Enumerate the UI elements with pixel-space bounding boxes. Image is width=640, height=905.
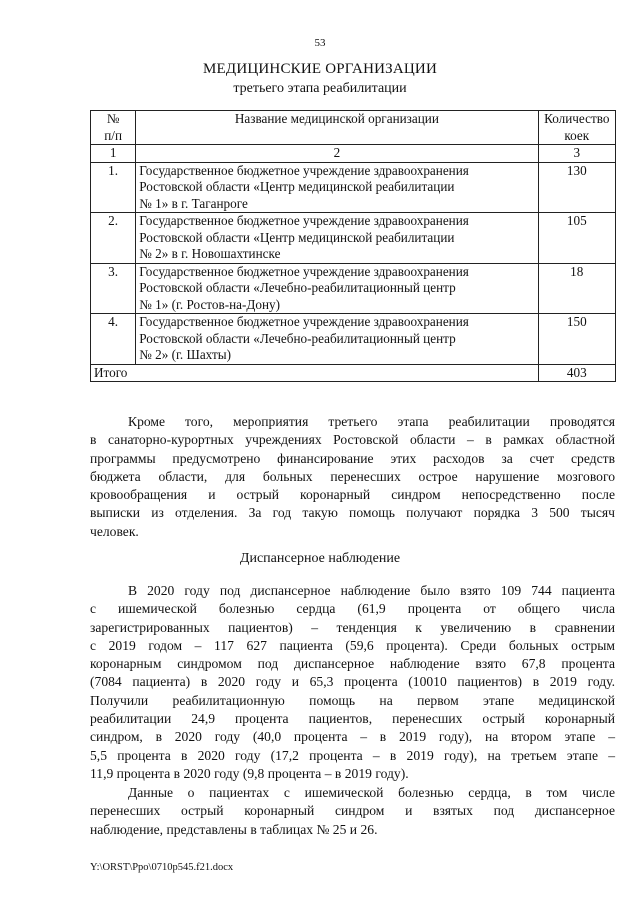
text-line: (7084 пациента) в 2020 году и 65,3 процента (10010 пациентов) в 2019 году. xyxy=(90,674,615,690)
total-value: 403 xyxy=(538,364,615,382)
row-name-line: № 2» в г. Новошахтинске xyxy=(139,246,281,261)
page-number: 53 xyxy=(314,37,326,49)
table-row xyxy=(91,314,616,365)
table-index-row xyxy=(91,145,616,163)
text-line: кровообращения и острый коронарный синдром непосредственно после xyxy=(90,487,615,503)
row-beds: 130 xyxy=(538,162,615,213)
text-line: перенесших острый коронарный синдром и взятых под диспансерное xyxy=(90,803,615,819)
header-name: Название медицинской организации xyxy=(136,111,538,145)
paragraph-dispensary xyxy=(90,582,615,783)
text-line: с ишемической болезнью сердца (61,9 процента от общего числа xyxy=(90,601,615,617)
document-title: МЕДИЦИНСКИЕ ОРГАНИЗАЦИИ xyxy=(203,61,437,77)
row-name-line: Ростовской области «Центр медицинской реабилитации xyxy=(139,179,455,194)
total-label: Итого xyxy=(91,364,539,382)
text-line: зарегистрированных пациентов) – тенденция к увеличению в сравнении xyxy=(90,619,615,635)
text-line: бюджета области, для больных перенесших острое нарушение мозгового xyxy=(90,468,615,484)
text-line: 11,9 процента в 2020 году (9,8 процента – в 2019 году). xyxy=(90,765,409,781)
section-heading: Диспансерное наблюдение xyxy=(239,551,401,566)
row-name-line: № 2» (г. Шахты) xyxy=(139,347,231,362)
header-num-line2: п/п xyxy=(104,127,123,143)
header-beds-line2: коек xyxy=(564,127,590,143)
document-subtitle: третьего этапа реабилитации xyxy=(233,81,407,96)
row-name-line: № 1» (г. Ростов-на-Дону) xyxy=(139,296,281,312)
table-row xyxy=(91,213,616,264)
row-name-line: Государственное бюджетное учреждение здравоохранения xyxy=(139,213,469,228)
text-line: человек. xyxy=(90,523,139,539)
footer-file-path: Y:\ORST\Ppo\0710p545.f21.docx xyxy=(90,862,234,873)
row-num: 1. xyxy=(91,162,136,213)
row-name-line: Государственное бюджетное учреждение здравоохранения xyxy=(139,263,469,279)
row-name-line: № 1» в г. Таганроге xyxy=(139,195,248,211)
row-beds: 150 xyxy=(538,314,615,365)
row-name xyxy=(136,263,538,314)
text-line: с 2019 годом – 117 627 пациента (59,6 процента). Среди больных острым xyxy=(90,637,615,653)
table-row xyxy=(91,263,616,314)
text-line: программы предусмотрено финансирование этих расходов за счет средств xyxy=(90,450,615,466)
text-line: Кроме того, мероприятия третьего этапа реабилитации проводятся xyxy=(128,414,615,429)
header-beds xyxy=(538,111,615,145)
row-name-line: Ростовской области «Лечебно-реабилитационный центр xyxy=(139,280,456,295)
row-name xyxy=(136,162,538,213)
row-num: 3. xyxy=(91,263,136,314)
text-line: наблюдение, представлены в таблицах № 25 и 26. xyxy=(90,821,378,837)
row-name-line: Государственное бюджетное учреждение здравоохранения xyxy=(139,162,469,178)
row-name-line: Ростовской области «Центр медицинской реабилитации xyxy=(139,229,455,245)
text-line: синдром, в 2020 году (40,0 процента – в 2019 году), на втором этапе – xyxy=(90,729,615,745)
row-num: 4. xyxy=(91,314,136,365)
row-name xyxy=(136,314,538,365)
text-line: выписки из отделения. За год такую помощь получают порядка 3 500 тысяч xyxy=(90,505,615,521)
table-header-row xyxy=(91,111,616,145)
paragraph-tables-reference xyxy=(90,784,615,839)
header-num xyxy=(91,111,136,145)
row-beds: 105 xyxy=(538,213,615,264)
table-total-row xyxy=(91,364,616,382)
index-num: 1 xyxy=(91,145,136,163)
table-row xyxy=(91,162,616,213)
row-num: 2. xyxy=(91,213,136,264)
header-beds-line1: Количество xyxy=(544,111,610,126)
text-line: 5,5 процента в 2020 году (17,2 процента – в 2019 году), на третьем этапе – xyxy=(90,747,615,763)
text-line: в санаторно-курортных учреждениях Ростовской области – в рамках областной xyxy=(90,432,615,448)
text-line: Данные о пациентах с ишемической болезнью сердца, в том числе xyxy=(128,785,615,800)
row-beds: 18 xyxy=(538,263,615,314)
row-name xyxy=(136,213,538,264)
organizations-table xyxy=(90,110,616,382)
text-line: коронарным синдромом под диспансерное наблюдение взято 67,8 процента xyxy=(90,656,615,672)
paragraph-rehab-sanatorium xyxy=(90,413,615,541)
index-beds: 3 xyxy=(538,145,615,163)
text-line: реабилитации 24,9 процента пациентов, перенесших острый коронарный xyxy=(90,711,615,727)
text-line: Получили реабилитационную помощь на первом этапе медицинской xyxy=(90,692,615,708)
text-line: В 2020 году под диспансерное наблюдение было взято 109 744 пациента xyxy=(128,583,615,598)
row-name-line: Государственное бюджетное учреждение здравоохранения xyxy=(139,314,469,329)
header-num-line1: № xyxy=(106,111,120,126)
index-name: 2 xyxy=(136,145,538,163)
row-name-line: Ростовской области «Лечебно-реабилитационный центр xyxy=(139,330,456,346)
